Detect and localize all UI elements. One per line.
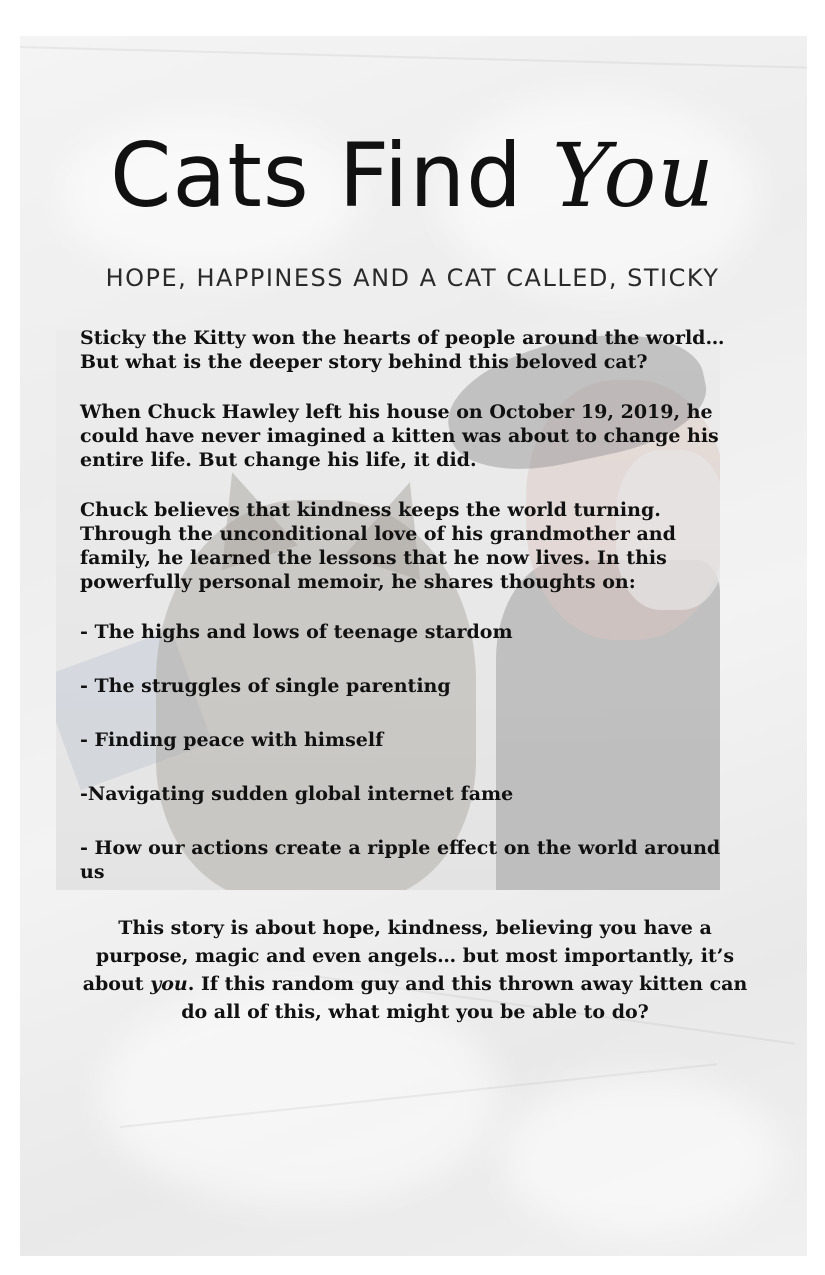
title-italic: You	[551, 124, 716, 227]
bullet-item: - How our actions create a ripple effect on the world around us	[80, 837, 721, 883]
bullet-item: -Navigating sudden global internet fame	[80, 783, 514, 805]
closing-text-end: . If this random guy and this thrown away kitten can do all of this, what might you be able to do?	[181, 973, 748, 1023]
kindness-paragraph: Chuck believes that kindness keeps the world turning. Through the unconditional love of his grandmother and family, he learned the lessons that he now lives. In this powerfully personal memoir, he shares thoughts on:	[80, 499, 676, 593]
bullet-item: - Finding peace with himself	[80, 729, 384, 751]
intro-paragraph: Sticky the Kitty won the hearts of people around the world… But what is the deeper story behind this beloved cat?	[80, 327, 725, 373]
story-paragraph: When Chuck Hawley left his house on October 19, 2019, he could have never imagined a kitten was about to change his entire life. But change his life, it did.	[80, 401, 719, 471]
bullet-item: - The highs and lows of teenage stardom	[80, 621, 513, 643]
bullet-item: - The struggles of single parenting	[80, 675, 451, 697]
closing-emphasis: you	[150, 973, 188, 995]
book-subtitle: HOPE, HAPPINESS AND A CAT CALLED, STICKY	[105, 264, 720, 292]
book-title	[0, 124, 825, 227]
title-main: Cats Find	[109, 124, 523, 227]
closing-paragraph	[80, 914, 750, 1026]
closing-text-start: This story is about hope, kindness, believing you have a purpose, magic and even angels… but most importantly, it’s about	[82, 917, 735, 995]
book-description	[80, 326, 750, 1052]
